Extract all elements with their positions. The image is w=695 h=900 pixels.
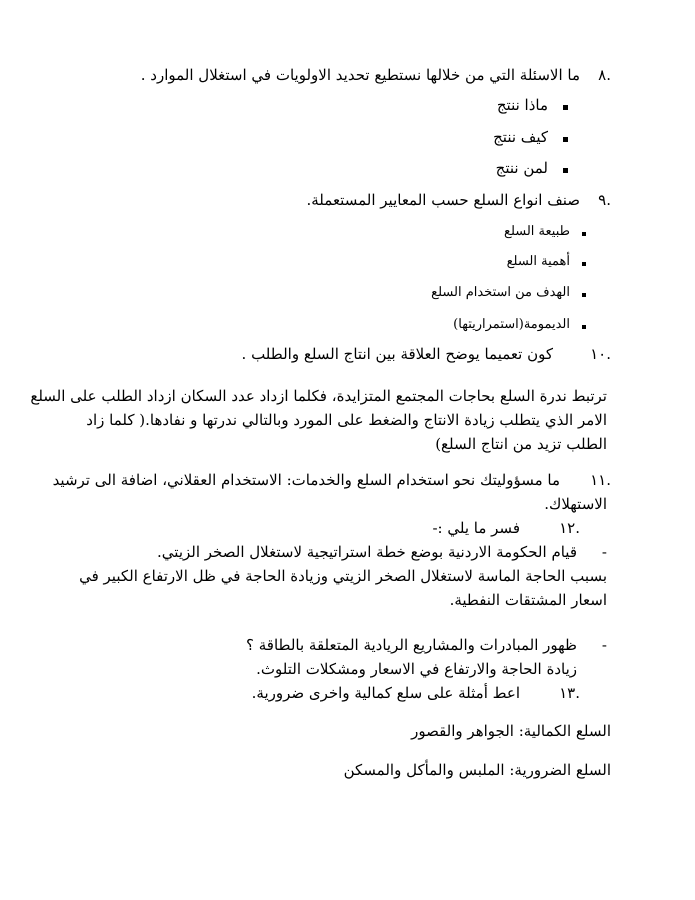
bullet-icon bbox=[582, 325, 586, 329]
q12-item-1: قيام الحكومة الاردنية بوضع خطة استراتيجية لاستغلال الصخر الزيتي. bbox=[157, 543, 577, 561]
q9-item-4: الديمومة(استمراريتها) bbox=[453, 317, 570, 332]
bullet-icon bbox=[582, 293, 586, 297]
q12-item-2: ظهور المبادرات والمشاريع الريادية المتعلقة بالطاقة ؟ bbox=[246, 636, 577, 654]
luxury-goods-answer: السلع الكمالية: الجواهر والقصور bbox=[411, 722, 611, 740]
question-9-number: .٩ bbox=[598, 191, 611, 209]
answer-10-line-2: الامر الذي يتطلب زيادة الانتاج والضغط على المورد وبالتالي ندرتها و نفادها.( كلما زاد bbox=[86, 411, 607, 429]
question-10-text: كون تعميما يوضح العلاقة بين انتاج السلع والطلب . bbox=[241, 345, 553, 363]
bullet-icon bbox=[563, 105, 568, 110]
dash-bullet: - bbox=[601, 636, 607, 654]
q9-item-1: طبيعة السلع bbox=[504, 224, 570, 239]
q12-answer-2: زيادة الحاجة والارتفاع في الاسعار ومشكلات التلوث. bbox=[256, 660, 577, 678]
question-11-line-2: الاستهلاك. bbox=[544, 495, 607, 513]
question-9-text: صنف انواع السلع حسب المعايير المستعملة. bbox=[306, 191, 580, 209]
question-8-number: .٨ bbox=[598, 66, 611, 84]
q8-item-3: لمن ننتج bbox=[495, 159, 548, 177]
q8-item-1: ماذا ننتج bbox=[496, 96, 548, 114]
question-11-line-1: ما مسؤوليتك نحو استخدام السلع والخدمات: الاستخدام العقلاني، اضافة الى ترشيد bbox=[52, 471, 560, 489]
bullet-icon bbox=[582, 232, 586, 236]
dash-bullet: - bbox=[601, 543, 607, 561]
q12-answer-1-line-2: اسعار المشتقات النفطية. bbox=[449, 591, 607, 609]
answer-10-line-3: الطلب تزيد من انتاج السلع) bbox=[435, 435, 607, 453]
necessity-goods-answer: السلع الضرورية: الملبس والمأكل والمسكن bbox=[343, 761, 611, 779]
question-11-number: .١١ bbox=[590, 471, 611, 489]
question-10-number: .١٠ bbox=[590, 345, 611, 363]
q9-item-2: أهمية السلع bbox=[506, 254, 570, 269]
bullet-icon bbox=[563, 137, 568, 142]
question-12-text: فسر ما يلي :- bbox=[432, 519, 520, 537]
question-8-text: ما الاسئلة التي من خلالها نستطيع تحديد الاولويات في استغلال الموارد . bbox=[140, 66, 580, 84]
answer-10-line-1: ترتبط ندرة السلع بحاجات المجتمع المتزايدة، فكلما ازداد عدد السكان ازداد الطلب على السلع bbox=[30, 387, 607, 405]
question-12-number: .١٢ bbox=[559, 519, 580, 537]
question-13-number: .١٣ bbox=[559, 684, 580, 702]
bullet-icon bbox=[563, 168, 568, 173]
question-13-text: اعط أمثلة على سلع كمالية واخرى ضرورية. bbox=[251, 684, 520, 702]
q9-item-3: الهدف من استخدام السلع bbox=[431, 285, 570, 300]
q12-answer-1-line-1: بسبب الحاجة الماسة لاستغلال الصخر الزيتي وزيادة الحاجة في ظل الارتفاع الكبير في bbox=[79, 567, 607, 585]
q8-item-2: كيف ننتج bbox=[493, 128, 548, 146]
bullet-icon bbox=[582, 262, 586, 266]
